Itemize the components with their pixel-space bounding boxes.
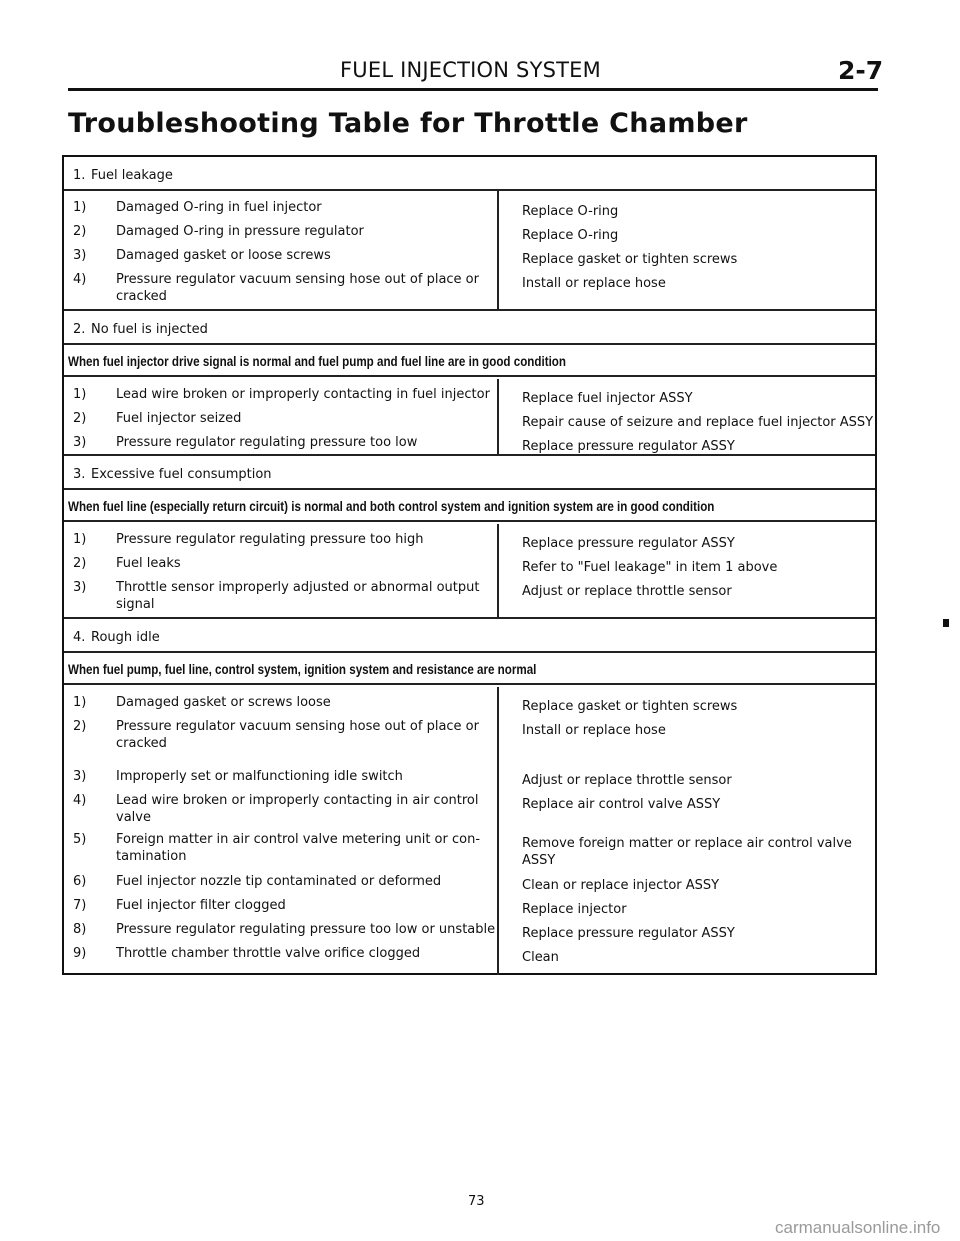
remedy-text: Adjust or replace throttle sensor	[522, 584, 732, 599]
column-divider	[497, 189, 499, 309]
section-header-rule	[64, 343, 875, 345]
section-condition: When fuel line (especially return circuit) is normal and both control system and ignition system are in good condition	[68, 499, 715, 514]
section-number: 3.	[73, 467, 86, 482]
item-number: 2)	[73, 411, 87, 426]
item-number: 2)	[73, 556, 87, 571]
section-number: 4.	[73, 630, 86, 645]
troubleshooting-table	[62, 155, 877, 975]
item-number: 6)	[73, 874, 87, 889]
remedy-text: Refer to "Fuel leakage" in item 1 above	[522, 560, 778, 575]
section-number: 1.	[73, 168, 86, 183]
section-bottom-rule	[64, 617, 875, 619]
item-number: 9)	[73, 946, 87, 961]
item-number: 3)	[73, 769, 87, 784]
item-number: 4)	[73, 793, 87, 808]
cause-text: Lead wire broken or improperly contacting in fuel injector	[116, 387, 490, 402]
cause-text: Damaged O-ring in fuel injector	[116, 200, 322, 215]
column-divider	[497, 687, 499, 975]
margin-mark	[943, 619, 949, 627]
section-label: Excessive fuel consumption	[91, 467, 272, 482]
remedy-text: Replace air control valve ASSY	[522, 797, 721, 812]
remedy-text: Repair cause of seizure and replace fuel injector ASSY	[522, 415, 874, 430]
section-bottom-rule	[64, 454, 875, 456]
remedy-text: Install or replace hose	[522, 276, 666, 291]
item-number: 3)	[73, 435, 87, 450]
condition-rule	[64, 375, 875, 377]
cause-text: Damaged O-ring in pressure regulator	[116, 224, 364, 239]
watermark: carmanualsonline.info	[775, 1218, 941, 1237]
cause-text: Improperly set or malfunctioning idle switch	[116, 769, 403, 784]
remedy-text: Replace O-ring	[522, 228, 619, 243]
item-number: 1)	[73, 200, 87, 215]
cause-text: Fuel injector filter clogged	[116, 898, 286, 913]
header-rule	[68, 88, 878, 91]
section-header-rule	[64, 651, 875, 653]
remedy-text: Replace pressure regulator ASSY	[522, 536, 735, 551]
condition-rule	[64, 683, 875, 685]
section-bottom-rule	[64, 309, 875, 311]
cause-text: Pressure regulator vacuum sensing hose out of place or	[116, 719, 479, 734]
cause-text: Fuel leaks	[116, 556, 181, 571]
remedy-text: Replace gasket or tighten screws	[522, 252, 738, 267]
cause-text: Throttle sensor improperly adjusted or abnormal output	[116, 580, 480, 595]
item-number: 2)	[73, 224, 87, 239]
section-header-number: 2-7	[838, 56, 884, 85]
item-number: 7)	[73, 898, 87, 913]
section-condition: When fuel injector drive signal is normal and fuel pump and fuel line are in good condition	[68, 354, 566, 369]
remedy-text: Replace pressure regulator ASSY	[522, 439, 735, 454]
remedy-text: ASSY	[522, 853, 556, 868]
condition-rule	[64, 520, 875, 522]
item-number: 8)	[73, 922, 87, 937]
remedy-text: Replace gasket or tighten screws	[522, 699, 738, 714]
item-number: 1)	[73, 387, 87, 402]
page-number: 73	[468, 1194, 485, 1209]
section-label: No fuel is injected	[91, 322, 208, 337]
cause-text: Lead wire broken or improperly contacting in air control	[116, 793, 479, 808]
item-number: 3)	[73, 580, 87, 595]
item-number: 2)	[73, 719, 87, 734]
remedy-text: Install or replace hose	[522, 723, 666, 738]
section-label: Fuel leakage	[91, 168, 173, 183]
cause-text: Fuel injector seized	[116, 411, 242, 426]
section-number: 2.	[73, 322, 86, 337]
cause-text: signal	[116, 597, 155, 612]
cause-text: cracked	[116, 289, 167, 304]
item-number: 1)	[73, 695, 87, 710]
cause-text: Pressure regulator regulating pressure too low	[116, 435, 418, 450]
cause-text: Damaged gasket or screws loose	[116, 695, 331, 710]
cause-text: valve	[116, 810, 151, 825]
cause-text: Foreign matter in air control valve metering unit or con-	[116, 832, 481, 847]
remedy-text: Replace O-ring	[522, 204, 619, 219]
remedy-text: Replace pressure regulator ASSY	[522, 926, 735, 941]
column-divider	[497, 379, 499, 454]
remedy-text: Replace fuel injector ASSY	[522, 391, 693, 406]
cause-text: Fuel injector nozzle tip contaminated or deformed	[116, 874, 442, 889]
section-header-rule	[64, 488, 875, 490]
cause-text: cracked	[116, 736, 167, 751]
item-number: 1)	[73, 532, 87, 547]
cause-text: Throttle chamber throttle valve orifice clogged	[116, 946, 421, 961]
remedy-text: Remove foreign matter or replace air control valve	[522, 836, 852, 851]
page-title: Troubleshooting Table for Throttle Chamber	[68, 108, 748, 139]
cause-text: Pressure regulator regulating pressure too high	[116, 532, 424, 547]
section-label: Rough idle	[91, 630, 160, 645]
section-header-title: FUEL INJECTION SYSTEM	[340, 58, 601, 82]
item-number: 3)	[73, 248, 87, 263]
item-number: 4)	[73, 272, 87, 287]
cause-text: tamination	[116, 849, 187, 864]
section-condition: When fuel pump, fuel line, control system, ignition system and resistance are normal	[68, 662, 537, 677]
remedy-text: Clean	[522, 950, 559, 965]
section-header-rule	[64, 189, 875, 191]
remedy-text: Clean or replace injector ASSY	[522, 878, 720, 893]
cause-text: Pressure regulator vacuum sensing hose out of place or	[116, 272, 479, 287]
cause-text: Pressure regulator regulating pressure too low or unstable	[116, 922, 496, 937]
item-number: 5)	[73, 832, 87, 847]
remedy-text: Replace injector	[522, 902, 627, 917]
remedy-text: Adjust or replace throttle sensor	[522, 773, 732, 788]
column-divider	[497, 524, 499, 617]
cause-text: Damaged gasket or loose screws	[116, 248, 331, 263]
